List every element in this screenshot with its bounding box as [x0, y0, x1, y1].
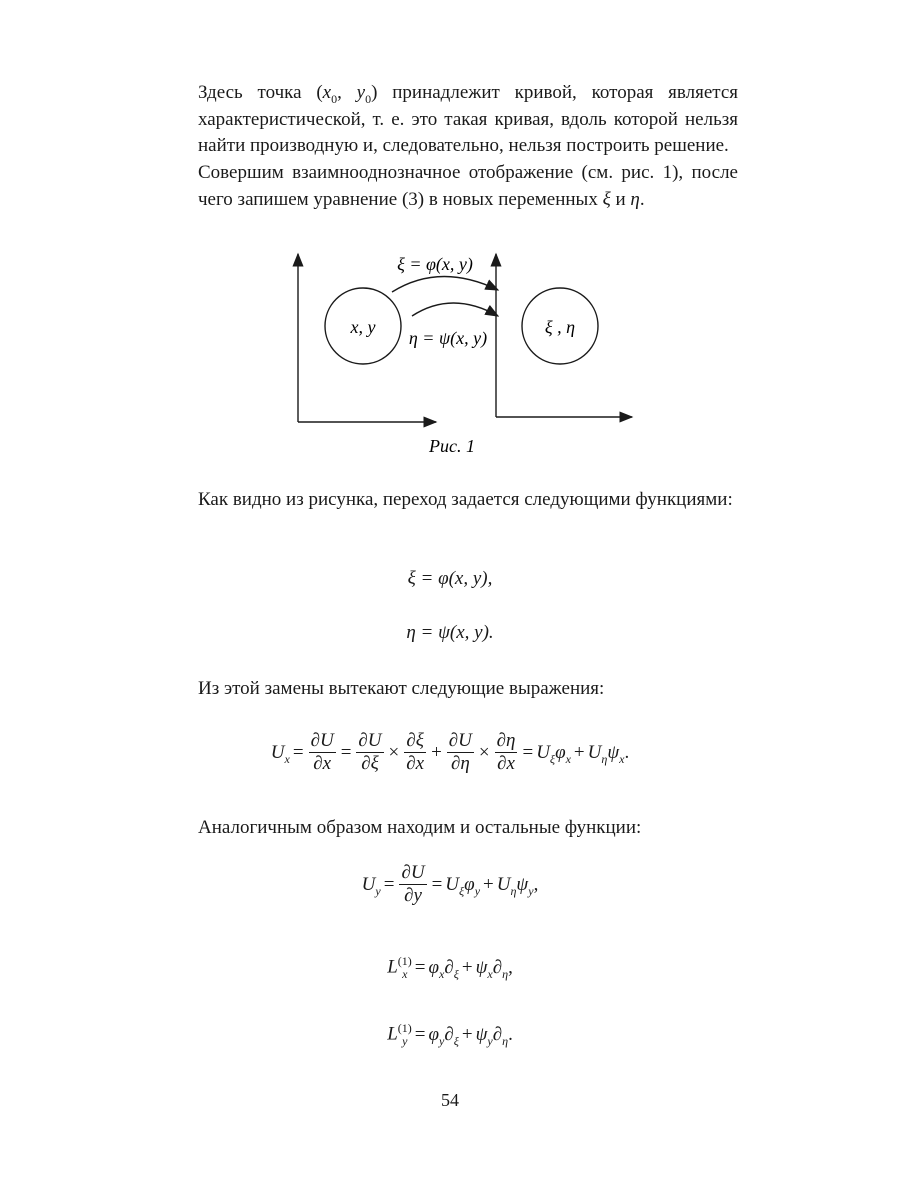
equation-ux: $U_x$ = $\frac{\partial U}{\partial x}$ = $\frac{\partial U}{\partial\xi}$ × $\frac{\partial\xi}{\partial x}$ + $\frac{\partial U}{\partial\eta}$ × $\frac{\partial\eta}{\partial x}$ = $U_\xi\varphi_x$ + $U_\eta\psi_x$ . [270, 730, 630, 774]
equation-uy: $U_y$ = $\frac{\partial U}{\partial y}$ = $U_\xi\varphi_y$ + $U_\eta\psi_y$ , [361, 862, 539, 906]
left-circle-label: x, y [350, 317, 376, 337]
paragraph-transition [198, 487, 738, 514]
paragraph-mapping [198, 160, 738, 213]
xi-symbol: ξ [602, 188, 611, 210]
top-mapping-label: ξ = φ(x, y) [397, 254, 473, 274]
paragraph5-text: Аналогичным образом находим и остальные функции: [198, 817, 642, 838]
equation-eta: η = ψ(x, y). [406, 622, 494, 643]
bottom-mapping-label: η = ψ(x, y) [408, 328, 488, 348]
paragraph4-text: Из этой замены вытекают следующие выражения: [198, 678, 605, 699]
x0-symbol: x [322, 82, 332, 103]
equation-xi: ξ = φ(x, y), [407, 568, 493, 589]
paragraph1-text-a: Здесь точка ( [198, 82, 323, 103]
equation-lx: L (1) x = $\varphi_x\partial_\xi$ + $\psi_x\partial_\eta$ , [387, 954, 513, 981]
figure-mapping-diagram [0, 240, 900, 480]
bottom-mapping-arrow [412, 303, 498, 316]
eq3-lhs-sub: x [284, 751, 290, 766]
eq3-lhs: U [270, 741, 285, 763]
paragraph2-end: . [639, 188, 645, 210]
top-mapping-arrow [392, 276, 498, 292]
right-circle-label: ξ , η [544, 317, 576, 337]
eq3-frac5: $\frac{\partial\eta}{\partial x}$ [496, 730, 516, 774]
x0-subscript: 0 [331, 91, 338, 106]
paragraph-analogous [198, 815, 738, 842]
paragraph1-separator: , [337, 82, 357, 103]
eq3-frac4: $\frac{\partial U}{\partial\eta}$ [448, 730, 472, 774]
eta-symbol: η [630, 188, 640, 210]
page-number: 54 [441, 1090, 459, 1110]
y0-symbol: y [356, 82, 366, 103]
paragraph-characteristic-curve [198, 80, 738, 160]
paragraph3-text: Как видно из рисунка, переход задается следующими функциями: [198, 489, 733, 510]
paragraph-substitution [198, 676, 738, 703]
eq3-frac2: $\frac{\partial U}{\partial\xi}$ [358, 730, 382, 774]
paragraph2-text: Совершим взаимнооднозначное отображение (см. рис. 1), после чего запишем уравнение (3) в новых переменных [198, 162, 738, 210]
eq3-frac3: $\frac{\partial\xi}{\partial x}$ [406, 730, 425, 774]
paragraph1-text-b: ) принадлежит кривой, которая является характеристической, т. е. это такая кривая, вдоль которой нельзя найти производную и, следовательно, нельзя построить решение. [198, 82, 738, 156]
y0-subscript: 0 [365, 91, 372, 106]
paragraph2-and: и [610, 188, 631, 210]
eq3-frac1: $\frac{\partial U}{\partial x}$ [310, 730, 334, 774]
figure-caption: Рис. 1 [429, 436, 475, 456]
equation-ly: L (1) y = $\varphi_y\partial_\xi$ + $\psi_y\partial_\eta$ . [387, 1021, 513, 1048]
eq4-frac: $\frac{\partial U}{\partial y}$ [401, 862, 425, 906]
